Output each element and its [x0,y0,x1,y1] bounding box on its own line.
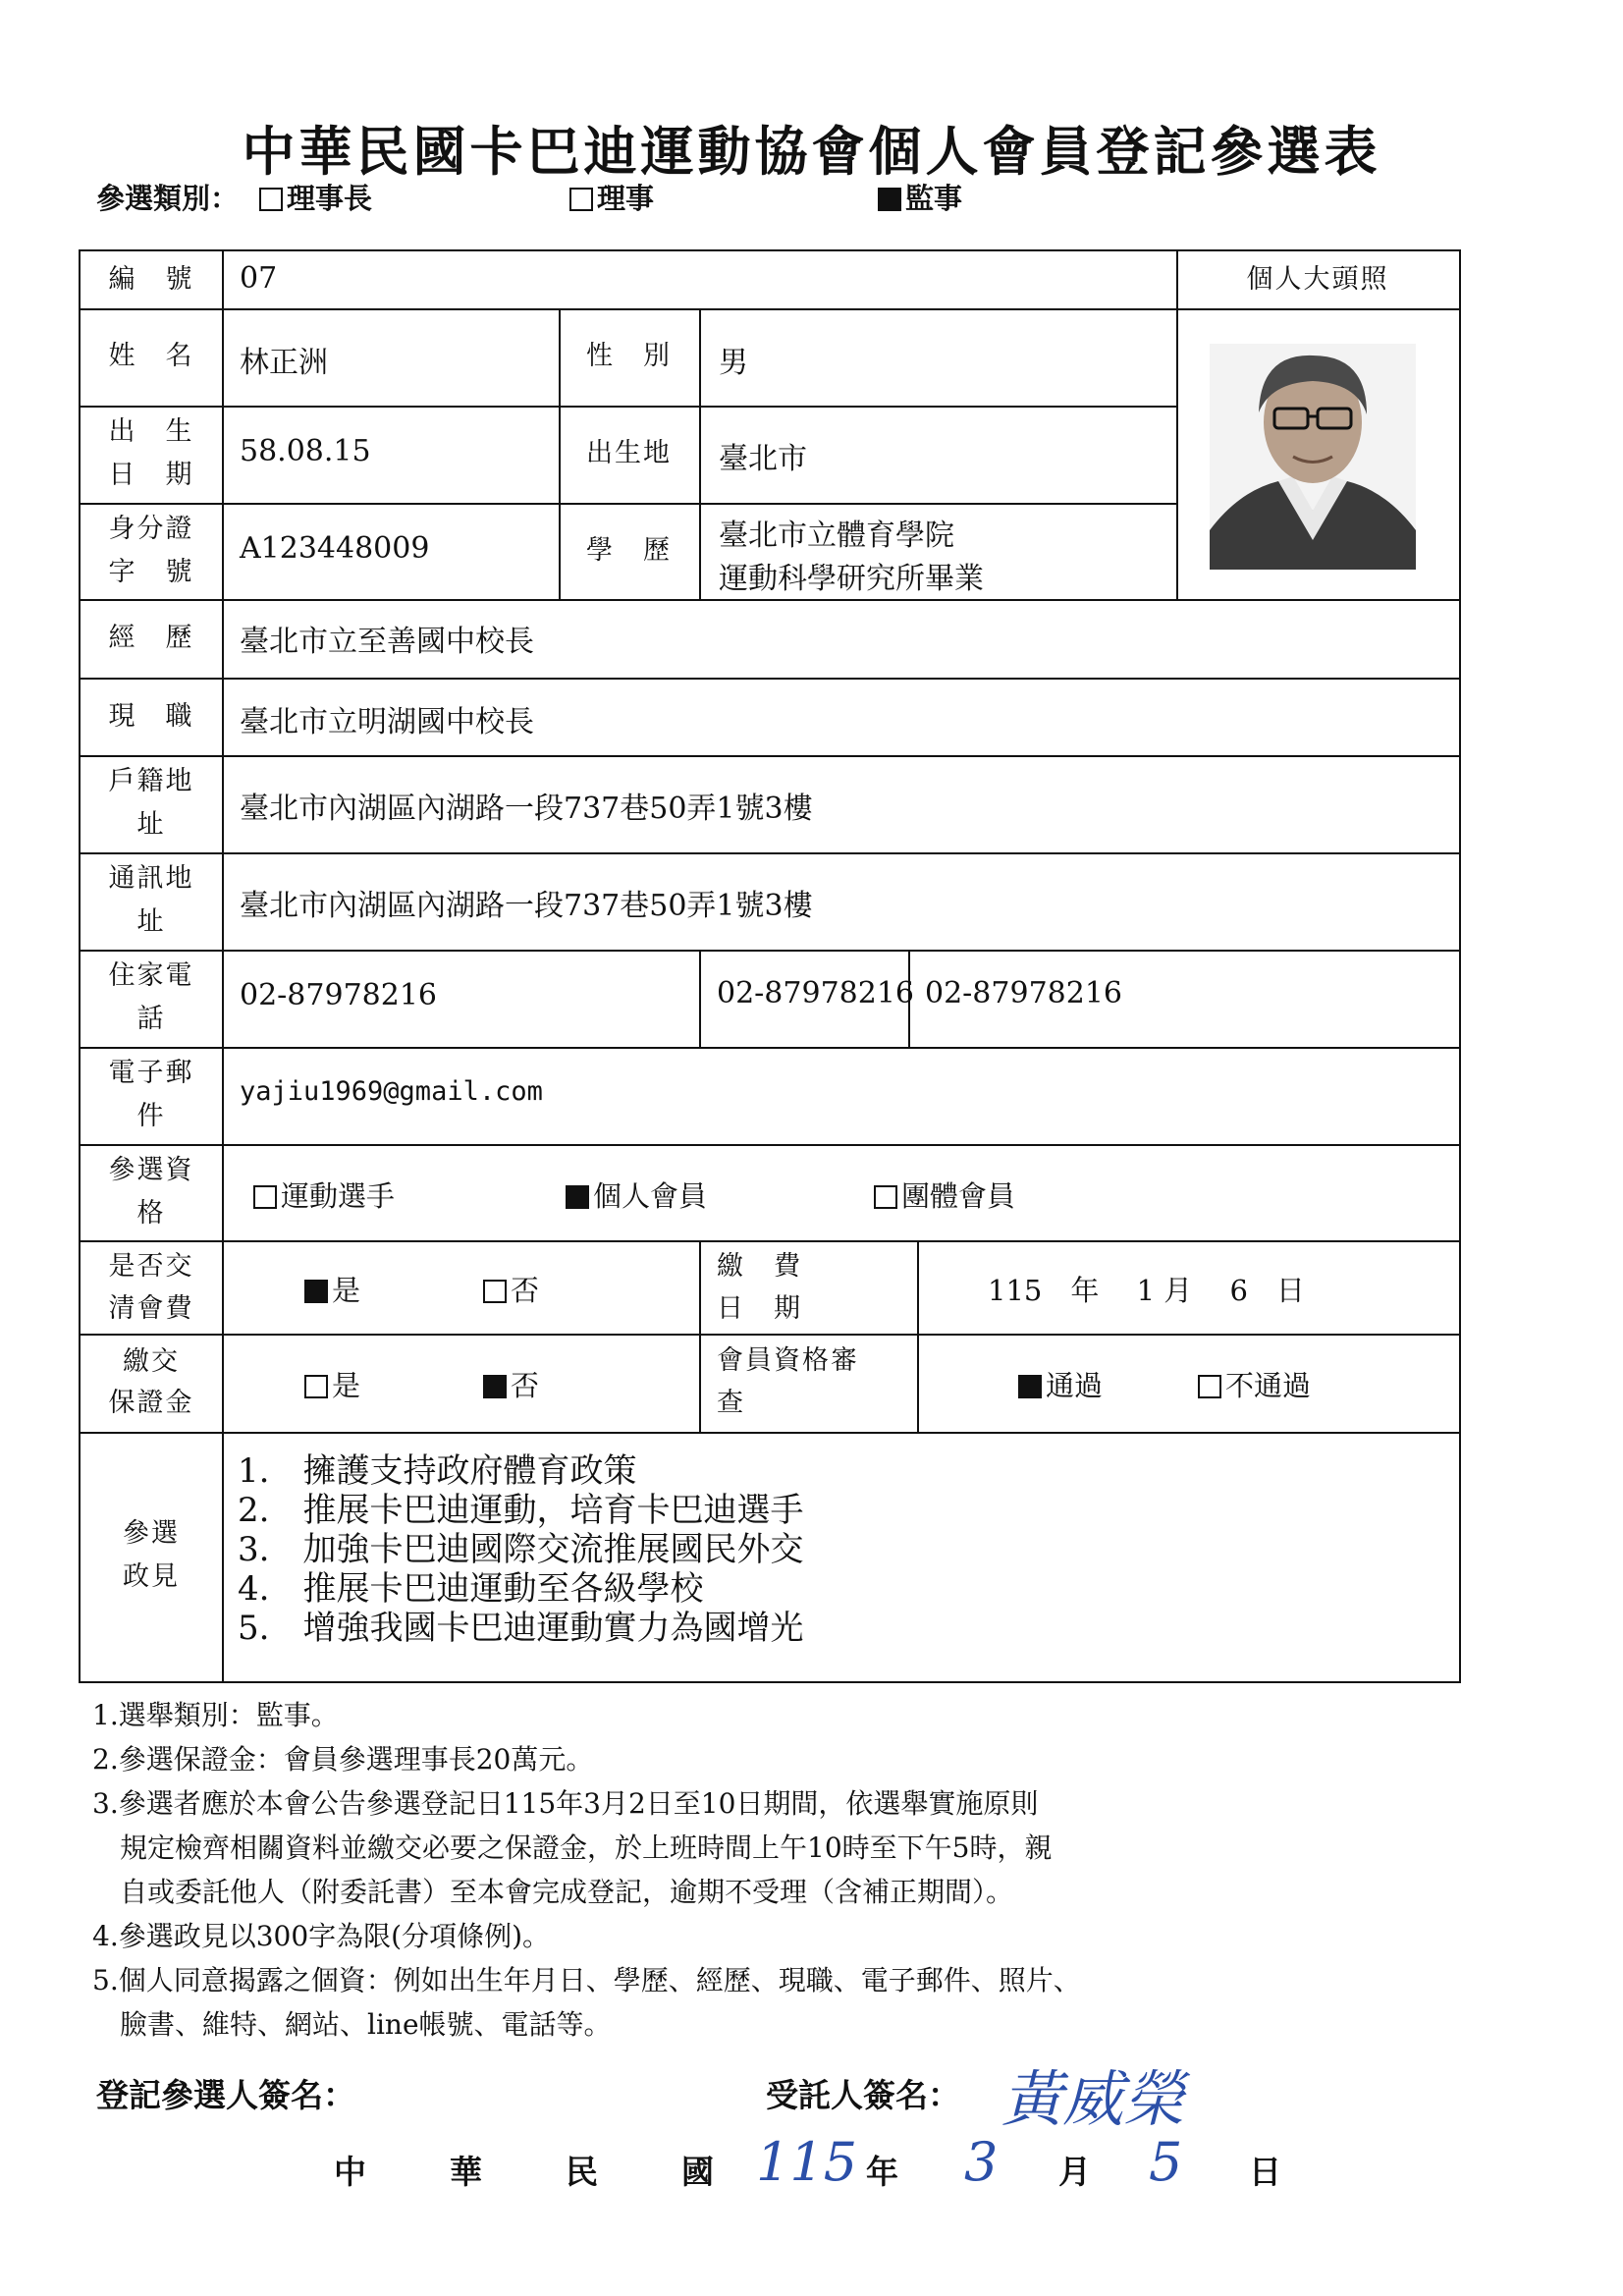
payment-date-label-line1: 繳 費 [717,1251,802,1282]
email-value: yajiu1969@gmail.com [240,1076,543,1107]
category-option-supervisor[interactable]: 監事 [878,177,962,217]
checkbox-director[interactable] [569,188,593,211]
platform-item: 3. 加強卡巴迪國際交流推展國民外交 [238,1530,804,1569]
date-year-label: 年 [866,2153,898,2191]
date-year-handwritten: 115 [756,2131,858,2193]
dues-option-yes[interactable]: 是 [304,1269,360,1309]
phone-value-1: 02-87978216 [240,978,438,1012]
registration-form [79,249,1461,1683]
date-day-label: 日 [1249,2153,1281,2191]
deposit-option-yes[interactable]: 是 [304,1364,360,1404]
trustee-signature: 黃威榮 [1001,2063,1185,2135]
date-month-handwritten: 3 [964,2131,999,2193]
payment-date-label-line2: 日 期 [717,1293,802,1324]
note-item: 自或委託他人（附委託書）至本會完成登記，逾期不受理（含補正期間）。 [92,1876,1014,1908]
dues-label-line1: 是否交 [108,1251,194,1282]
birth-label-line2: 日 期 [108,460,194,490]
date-month-label: 月 [1058,2153,1091,2191]
birth-label-line1: 出 生 [108,416,194,447]
deposit-label-line2: 保證金 [108,1388,194,1418]
household-address-value: 臺北市內湖區內湖路一段737巷50弄1號3樓 [240,792,813,826]
id-value: A123448009 [240,531,430,566]
gender-label: 性 別 [586,341,672,371]
experience-value: 臺北市立至善國中校長 [240,625,534,659]
review-label-line1: 會員資格審 [717,1345,859,1376]
phone-label-line1: 住家電 [108,960,194,991]
email-label-line1: 電子郵 [108,1058,194,1088]
qualification-label-line1: 參選資 [108,1155,194,1185]
page-title: 中華民國卡巴迪運動協會個人會員登記參選表 [242,121,1381,183]
review-option-fail[interactable]: 不通過 [1198,1364,1311,1404]
note-item: 5.個人同意揭露之個資：例如出生年月日、學歷、經歷、現職、電子郵件、照片、 [92,1964,1081,1996]
qualification-option-athlete[interactable]: 運動選手 [253,1175,395,1215]
note-item: 4.參選政見以300字為限(分項條例)。 [92,1920,551,1952]
education-line1: 臺北市立體育學院 [719,519,954,553]
notes-list [92,1693,1081,2047]
name-value: 林正洲 [240,346,328,380]
note-item: 3.參選者應於本會公告參選登記日115年3月2日至10日期間，依選舉實施原則 [92,1787,1039,1820]
date-char-2: 華 [450,2153,482,2191]
qualification-option-group[interactable]: 團體會員 [874,1175,1015,1215]
mailing-address-value: 臺北市內湖區內湖路一段737巷50弄1號3樓 [240,889,813,923]
number-value: 07 [240,261,278,296]
note-item: 1.選舉類別：監事。 [92,1699,339,1731]
education-label: 學 歷 [586,535,672,566]
platform-item: 4. 推展卡巴迪運動至各級學校 [238,1569,704,1609]
phone-value-3: 02-87978216 [925,976,1123,1011]
note-item: 臉書、維特、網站、line帳號、電話等。 [92,2008,612,2041]
date-char-4: 國 [681,2153,714,2191]
review-label-line2: 查 [717,1388,745,1418]
id-label-line1: 身分證 [108,514,194,544]
household-address-label-line1: 戶籍地 [108,766,194,796]
platform-label-line2: 政見 [123,1561,180,1592]
platform-item: 5. 增強我國卡巴迪運動實力為國增光 [238,1609,804,1648]
platform-item: 1. 擁護支持政府體育政策 [238,1451,637,1491]
dues-option-no[interactable]: 否 [483,1269,539,1309]
dues-label-line2: 清會費 [108,1293,194,1324]
current-position-value: 臺北市立明湖國中校長 [240,705,534,739]
gender-value: 男 [719,346,748,380]
current-position-label: 現 職 [108,701,194,732]
number-label: 編 號 [108,264,194,295]
birthplace-value: 臺北市 [719,442,807,476]
mailing-address-label-line1: 通訊地 [108,863,194,894]
category-option-chairman[interactable]: 理事長 [259,177,372,217]
education-line2: 運動科學研究所畢業 [719,562,984,596]
photo-label: 個人大頭照 [1246,264,1389,295]
phone-value-2: 02-87978216 [717,976,915,1011]
birth-value: 58.08.15 [240,434,371,468]
qualification-option-individual[interactable]: 個人會員 [566,1175,707,1215]
note-item: 規定檢齊相關資料並繳交必要之保證金，於上班時間上午10時至下午5時，親 [92,1831,1053,1864]
platform-list [238,1451,803,1648]
mailing-address-label-line2: 址 [136,906,166,937]
deposit-label-line1: 繳交 [123,1346,180,1377]
platform-item: 2. 推展卡巴迪運動，培育卡巴迪選手 [238,1491,804,1530]
platform-label-line1: 參選 [123,1518,180,1549]
payment-date-value: 115 年 1 月 6 日 [988,1274,1305,1307]
id-label-line2: 字 號 [108,557,194,587]
household-address-label-line2: 址 [136,809,166,840]
email-label-line2: 件 [136,1101,166,1131]
category-label: 參選類別： [96,182,240,215]
phone-label-line2: 話 [136,1004,166,1034]
review-option-pass[interactable]: 通過 [1018,1364,1103,1404]
trustee-signature-label: 受託人簽名： [766,2076,960,2114]
category-option-director[interactable]: 理事 [569,177,654,217]
name-label: 姓 名 [108,341,194,371]
checkbox-chairman[interactable] [259,188,283,211]
candidate-signature-label: 登記參選人簽名： [96,2076,355,2114]
birthplace-label: 出生地 [586,438,672,468]
qualification-label-line2: 格 [136,1198,166,1229]
experience-label: 經 歷 [108,623,194,653]
note-item: 2.參選保證金：會員參選理事長20萬元。 [92,1743,594,1776]
deposit-option-no[interactable]: 否 [483,1364,539,1404]
date-char-3: 民 [566,2153,598,2191]
portrait-photo [1210,344,1416,570]
checkbox-supervisor[interactable] [878,188,901,211]
date-char-1: 中 [334,2153,366,2191]
date-day-handwritten: 5 [1149,2131,1183,2193]
